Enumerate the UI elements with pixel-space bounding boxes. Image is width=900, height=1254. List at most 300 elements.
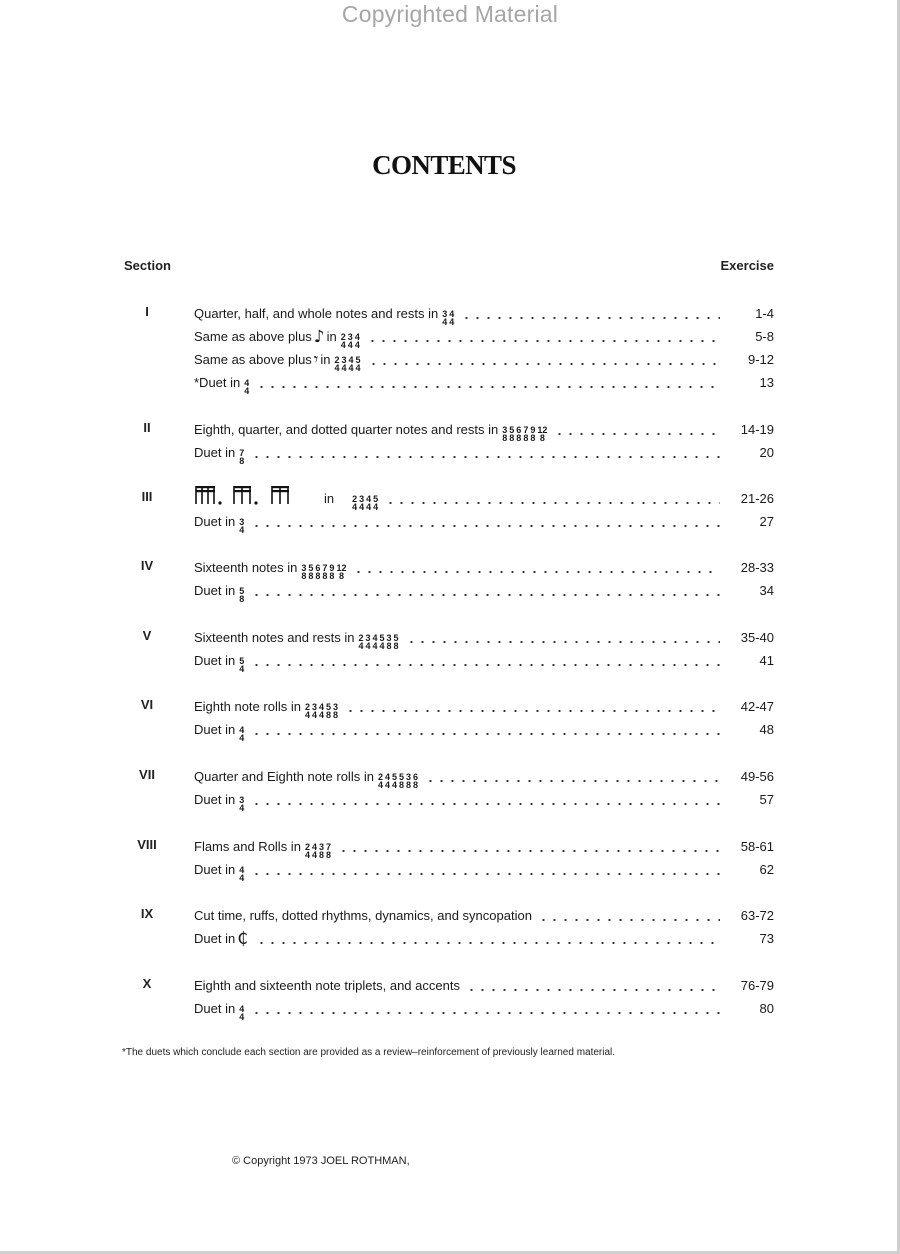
time-signature xyxy=(406,773,411,789)
toc-row-label xyxy=(194,350,362,373)
time-signature-top: 2 xyxy=(304,702,310,712)
toc-row xyxy=(194,579,774,604)
time-signature-group xyxy=(238,445,245,466)
exercise-range: 13 xyxy=(759,375,774,390)
time-signature xyxy=(523,426,528,442)
watermark: Copyrighted Material xyxy=(341,1,559,27)
time-signature-top: 5 xyxy=(398,772,404,782)
toc-row-label xyxy=(194,908,532,924)
time-signature-top: 6 xyxy=(315,563,321,573)
time-signature xyxy=(502,426,507,442)
time-signature xyxy=(239,726,244,742)
toc-row-label xyxy=(194,792,245,813)
time-signature xyxy=(239,449,244,465)
time-signature-bottom: 4 xyxy=(239,664,245,674)
toc-row-text: in xyxy=(324,491,335,506)
toc-row xyxy=(194,718,774,743)
time-signature-bottom: 4 xyxy=(365,641,371,651)
time-signature-top: 6 xyxy=(516,425,522,435)
toc-row xyxy=(194,649,774,674)
time-signature xyxy=(239,866,244,882)
time-signature-top: 3 xyxy=(239,795,245,805)
toc-row-text: Duet in xyxy=(194,583,236,598)
time-signature-group xyxy=(243,375,250,396)
time-signature-bottom: 4 xyxy=(318,710,324,720)
exercise-range: 1-4 xyxy=(755,306,774,321)
exercise-range: 20 xyxy=(759,445,774,460)
time-signature-bottom: 8 xyxy=(322,571,328,581)
time-signature-bottom: 4 xyxy=(304,710,310,720)
toc-row xyxy=(194,371,774,396)
time-signature-bottom: 4 xyxy=(311,710,317,720)
time-signature-bottom: 4 xyxy=(379,641,385,651)
exercise-range: 63-72 xyxy=(740,908,774,923)
time-signature-group xyxy=(304,839,332,860)
time-signature-group xyxy=(333,352,361,373)
time-signature-bottom: 8 xyxy=(333,710,339,720)
exercise-range: 21-26 xyxy=(740,491,774,506)
time-signature-bottom: 8 xyxy=(338,571,344,581)
time-signature-bottom: 4 xyxy=(239,1012,245,1022)
toc-row xyxy=(194,765,774,790)
time-signature xyxy=(329,564,334,580)
dot-leader xyxy=(345,710,720,712)
time-signature-bottom: 4 xyxy=(359,502,365,512)
toc-row-label xyxy=(194,862,245,883)
time-signature-top: 7 xyxy=(239,448,245,458)
exercise-range: 28-33 xyxy=(740,560,774,575)
time-signature-top: 5 xyxy=(373,494,379,504)
time-signature-bottom: 4 xyxy=(377,780,383,790)
toc-row-text: Duet in xyxy=(194,722,236,737)
time-signature xyxy=(305,703,310,719)
toc-row-text: Quarter and Eighth note rolls in xyxy=(194,769,374,784)
section-numeral: IV xyxy=(140,558,154,573)
dot-leader xyxy=(368,363,720,365)
time-signature-bottom: 4 xyxy=(347,340,353,350)
time-signature xyxy=(509,426,514,442)
exercise-range: 80 xyxy=(759,1001,774,1016)
time-signature-top: 7 xyxy=(325,842,331,852)
time-signature xyxy=(341,356,346,372)
section-numeral: X xyxy=(142,976,152,991)
time-signature-top: 3 xyxy=(311,702,317,712)
time-signature xyxy=(442,310,447,326)
time-signature xyxy=(301,564,306,580)
time-signature-bottom: 8 xyxy=(406,780,412,790)
toc-row xyxy=(194,487,774,512)
toc-row-label xyxy=(194,445,245,466)
exercise-range: 62 xyxy=(759,862,774,877)
time-signature xyxy=(365,634,370,650)
time-signature-bottom: 8 xyxy=(239,594,245,604)
music-symbol-icon: 𝄾 xyxy=(313,350,319,370)
toc-row xyxy=(194,325,774,350)
toc-row xyxy=(194,788,774,813)
time-signature-bottom: 8 xyxy=(239,456,245,466)
time-signature-top: 4 xyxy=(372,633,378,643)
time-signature-top: 3 xyxy=(502,425,508,435)
time-signature-bottom: 8 xyxy=(315,571,321,581)
dot-leader xyxy=(353,571,720,573)
dot-leader xyxy=(406,641,720,643)
time-signature-bottom: 4 xyxy=(391,780,397,790)
section-column-header: Section xyxy=(124,258,171,273)
sixteenth-groupings-icon xyxy=(194,483,306,507)
rhythm-figure xyxy=(194,483,306,507)
time-signature-group xyxy=(501,422,548,443)
exercise-range: 58-61 xyxy=(740,839,774,854)
time-signature xyxy=(319,703,324,719)
toc-row-text: Sixteenth notes in xyxy=(194,560,298,575)
music-symbol-icon: ♪ xyxy=(313,327,325,347)
toc-row xyxy=(194,997,774,1022)
time-signature-group xyxy=(340,329,361,350)
time-signature-group xyxy=(238,653,245,674)
toc-row-label xyxy=(194,1001,245,1022)
exercise-range: 27 xyxy=(759,514,774,529)
time-signature-bottom: 8 xyxy=(325,850,331,860)
time-signature-top: 2 xyxy=(304,842,310,852)
time-signature-bottom: 4 xyxy=(239,803,245,813)
dot-leader xyxy=(425,780,720,782)
toc-row-text: Quarter, half, and whole notes and rests in xyxy=(194,306,439,321)
time-signature xyxy=(392,773,397,789)
toc-row-text: Flams and Rolls in xyxy=(194,839,301,854)
time-signature-top: 4 xyxy=(244,378,250,388)
time-signature-top: 5 xyxy=(509,425,515,435)
time-signature-top: 5 xyxy=(326,702,332,712)
toc-row-text: Duet in xyxy=(194,653,236,668)
dot-leader xyxy=(251,594,720,596)
time-signature-bottom: 8 xyxy=(509,433,515,443)
dot-leader xyxy=(251,803,720,805)
time-signature-bottom: 4 xyxy=(341,363,347,373)
time-signature-top: 3 xyxy=(239,517,245,527)
time-signature xyxy=(372,634,377,650)
toc-row-text: Duet in xyxy=(194,862,236,877)
toc-row xyxy=(194,626,774,651)
time-signature-bottom: 4 xyxy=(348,363,354,373)
section-numeral: VI xyxy=(140,697,154,712)
time-signature-top: 4 xyxy=(366,494,372,504)
dot-leader xyxy=(251,733,720,735)
time-signature-bottom: 4 xyxy=(352,502,358,512)
section-numeral: IX xyxy=(140,906,154,921)
time-signature-top: 2 xyxy=(358,633,364,643)
toc-row-text: Duet in xyxy=(194,514,236,529)
toc-row-label xyxy=(194,583,245,604)
section-numeral: VIII xyxy=(137,837,157,852)
time-signature-bottom: 4 xyxy=(239,525,245,535)
time-signature xyxy=(334,356,339,372)
time-signature-top: 3 xyxy=(301,563,307,573)
toc-row-label xyxy=(194,653,245,674)
time-signature-top: 4 xyxy=(449,309,455,319)
toc-row xyxy=(194,974,774,994)
time-signature-top: 7 xyxy=(523,425,529,435)
time-signature-top: 5 xyxy=(393,633,399,643)
time-signature-top: 4 xyxy=(239,865,245,875)
time-signature-top: 4 xyxy=(354,332,360,342)
time-signature xyxy=(366,495,371,511)
time-signature-top: 4 xyxy=(311,842,317,852)
time-signature xyxy=(312,843,317,859)
toc-row-text: Eighth note rolls in xyxy=(194,699,301,714)
time-signature-bottom: 8 xyxy=(329,571,335,581)
toc-row-label xyxy=(194,514,245,535)
time-signature xyxy=(399,773,404,789)
section-numeral: II xyxy=(143,420,151,435)
toc-row xyxy=(194,695,774,720)
dot-leader xyxy=(251,873,720,875)
time-signature xyxy=(530,426,535,442)
section-numeral: VII xyxy=(139,767,155,782)
time-signature xyxy=(516,426,521,442)
time-signature xyxy=(348,356,353,372)
time-signature-top: 7 xyxy=(322,563,328,573)
time-signature-top: 2 xyxy=(352,494,358,504)
time-signature xyxy=(394,634,399,650)
time-signature-bottom: 4 xyxy=(372,641,378,651)
time-signature-top: 12 xyxy=(336,563,347,573)
time-signature-top: 3 xyxy=(318,842,324,852)
time-signature-bottom: 8 xyxy=(502,433,508,443)
section-numeral: V xyxy=(142,628,152,643)
toc-row-label xyxy=(194,422,548,443)
toc-row-label xyxy=(194,769,419,790)
time-signature-group xyxy=(351,491,379,512)
time-signature-bottom: 4 xyxy=(358,641,364,651)
toc-row xyxy=(194,441,774,466)
time-signature xyxy=(387,634,392,650)
toc-row-text: Duet in xyxy=(194,1001,236,1016)
time-signature-top: 3 xyxy=(341,355,347,365)
time-signature xyxy=(373,495,378,511)
time-signature-group xyxy=(304,699,339,720)
dot-leader xyxy=(256,942,720,944)
time-signature-top: 4 xyxy=(239,1004,245,1014)
time-signature-bottom: 8 xyxy=(398,780,404,790)
time-signature-top: 3 xyxy=(386,633,392,643)
time-signature-top: 5 xyxy=(379,633,385,643)
time-signature-group xyxy=(238,583,245,604)
toc-row-text: Duet in xyxy=(194,445,236,460)
time-signature-bottom: 4 xyxy=(239,733,245,743)
time-signature xyxy=(358,634,363,650)
time-signature-top: 3 xyxy=(406,772,412,782)
section-numeral: I xyxy=(145,304,149,319)
time-signature-top: 4 xyxy=(318,702,324,712)
toc-row-label xyxy=(194,306,455,327)
time-signature-top: 9 xyxy=(530,425,536,435)
time-signature xyxy=(312,703,317,719)
time-signature-bottom: 4 xyxy=(239,873,245,883)
time-signature xyxy=(305,843,310,859)
time-signature xyxy=(239,1005,244,1021)
time-signature xyxy=(239,796,244,812)
time-signature xyxy=(244,379,249,395)
time-signature xyxy=(308,564,313,580)
time-signature-top: 12 xyxy=(537,425,548,435)
time-signature-group xyxy=(300,560,347,581)
time-signature-group xyxy=(238,722,245,743)
time-signature-bottom: 8 xyxy=(413,780,419,790)
time-signature-top: 2 xyxy=(334,355,340,365)
time-signature xyxy=(385,773,390,789)
time-signature xyxy=(379,634,384,650)
time-signature xyxy=(348,333,353,349)
toc-row-label xyxy=(194,978,460,994)
toc-row-label xyxy=(194,839,332,860)
time-signature-top: 5 xyxy=(391,772,397,782)
exercise-range: 9-12 xyxy=(747,352,774,367)
toc-row xyxy=(194,302,774,327)
time-signature-top: 6 xyxy=(413,772,419,782)
section-numeral: III xyxy=(141,489,153,504)
toc-row-text: in xyxy=(320,352,331,367)
time-signature-bottom: 8 xyxy=(530,433,536,443)
time-signature xyxy=(239,657,244,673)
dot-leader xyxy=(554,433,720,435)
time-signature xyxy=(413,773,418,789)
time-signature xyxy=(356,356,361,372)
time-signature-bottom: 4 xyxy=(449,317,455,327)
exercise-range: 49-56 xyxy=(740,769,774,784)
toc-row-label xyxy=(194,560,347,581)
time-signature-bottom: 8 xyxy=(393,641,399,651)
exercise-range: 34 xyxy=(759,583,774,598)
exercise-range: 73 xyxy=(759,931,774,946)
toc-row xyxy=(194,510,774,535)
time-signature-top: 4 xyxy=(348,355,354,365)
time-signature xyxy=(352,495,357,511)
time-signature-bottom: 4 xyxy=(442,317,448,327)
toc-row-label xyxy=(194,375,250,396)
time-signature-bottom: 8 xyxy=(326,710,332,720)
time-signature xyxy=(239,587,244,603)
time-signature-bottom: 4 xyxy=(334,363,340,373)
time-signature-bottom: 4 xyxy=(366,502,372,512)
time-signature xyxy=(336,564,346,580)
dot-leader xyxy=(251,525,720,527)
dot-leader xyxy=(538,919,720,921)
time-signature-top: 3 xyxy=(347,332,353,342)
time-signature xyxy=(322,564,327,580)
time-signature-top: 3 xyxy=(365,633,371,643)
time-signature xyxy=(355,333,360,349)
time-signature xyxy=(319,843,324,859)
time-signature-group xyxy=(238,514,245,535)
dot-leader xyxy=(367,340,720,342)
time-signature-group xyxy=(238,862,245,883)
time-signature-bottom: 8 xyxy=(523,433,529,443)
time-signature xyxy=(333,703,338,719)
toc-row-text: in xyxy=(326,329,337,344)
time-signature-top: 5 xyxy=(308,563,314,573)
time-signature xyxy=(326,843,331,859)
time-signature xyxy=(315,564,320,580)
time-signature-bottom: 4 xyxy=(384,780,390,790)
toc-row-text: Same as above plus xyxy=(194,352,312,367)
toc-row xyxy=(194,904,774,924)
dot-leader xyxy=(338,850,720,852)
time-signature-bottom: 4 xyxy=(355,363,361,373)
time-signature-top: 3 xyxy=(442,309,448,319)
time-signature-bottom: 8 xyxy=(386,641,392,651)
time-signature-group xyxy=(377,769,419,790)
time-signature-top: 2 xyxy=(340,332,346,342)
time-signature xyxy=(378,773,383,789)
toc-row-label xyxy=(194,630,400,651)
exercise-range: 35-40 xyxy=(740,630,774,645)
page-title: CONTENTS xyxy=(372,150,516,180)
time-signature-bottom: 4 xyxy=(373,502,379,512)
toc-row-text: Duet in xyxy=(194,792,236,807)
time-signature xyxy=(537,426,547,442)
time-signature xyxy=(359,495,364,511)
toc-row xyxy=(194,858,774,883)
toc-row xyxy=(194,835,774,860)
toc-row-label xyxy=(194,699,339,720)
toc-row xyxy=(194,556,774,581)
toc-row-text: Same as above plus xyxy=(194,329,312,344)
time-signature-top: 2 xyxy=(377,772,383,782)
time-signature-bottom: 8 xyxy=(516,433,522,443)
toc-row xyxy=(194,927,774,947)
time-signature-bottom: 8 xyxy=(301,571,307,581)
exercise-column-header: Exercise xyxy=(720,258,774,273)
time-signature-top: 5 xyxy=(355,355,361,365)
exercise-range: 48 xyxy=(759,722,774,737)
music-symbol-icon: ₵ xyxy=(237,929,249,949)
toc-row-label xyxy=(194,483,379,512)
exercise-range: 5-8 xyxy=(755,329,774,344)
dot-leader xyxy=(256,386,720,388)
time-signature-bottom: 4 xyxy=(340,340,346,350)
time-signature-bottom: 8 xyxy=(308,571,314,581)
exercise-range: 14-19 xyxy=(740,422,774,437)
exercise-range: 57 xyxy=(759,792,774,807)
time-signature xyxy=(341,333,346,349)
toc-row-text: Duet in xyxy=(194,931,236,946)
time-signature-top: 5 xyxy=(239,586,245,596)
toc-row-label xyxy=(194,722,245,743)
toc-row-label xyxy=(194,327,361,350)
time-signature-group xyxy=(441,306,455,327)
dot-leader xyxy=(251,664,720,666)
toc-row-text: Eighth and sixteenth note triplets, and accents xyxy=(194,978,460,993)
time-signature-bottom: 8 xyxy=(318,850,324,860)
time-signature-top: 5 xyxy=(239,656,245,666)
toc-row-text: *Duet in xyxy=(194,375,241,390)
dot-leader xyxy=(461,317,720,319)
dot-leader xyxy=(385,502,720,504)
exercise-range: 41 xyxy=(759,653,774,668)
time-signature-top: 4 xyxy=(384,772,390,782)
dot-leader xyxy=(466,989,720,991)
toc-row-text: Sixteenth notes and rests in xyxy=(194,630,355,645)
time-signature-top: 3 xyxy=(333,702,339,712)
time-signature-bottom: 4 xyxy=(311,850,317,860)
toc-row-text: Eighth, quarter, and dotted quarter notes and rests in xyxy=(194,422,499,437)
time-signature xyxy=(326,703,331,719)
dot-leader xyxy=(251,456,720,458)
time-signature-bottom: 4 xyxy=(354,340,360,350)
dot-leader xyxy=(251,1012,720,1014)
time-signature-bottom: 4 xyxy=(244,386,250,396)
footnote: *The duets which conclude each section are provided as a review–reinforcement of previously learned material. xyxy=(122,1047,616,1058)
